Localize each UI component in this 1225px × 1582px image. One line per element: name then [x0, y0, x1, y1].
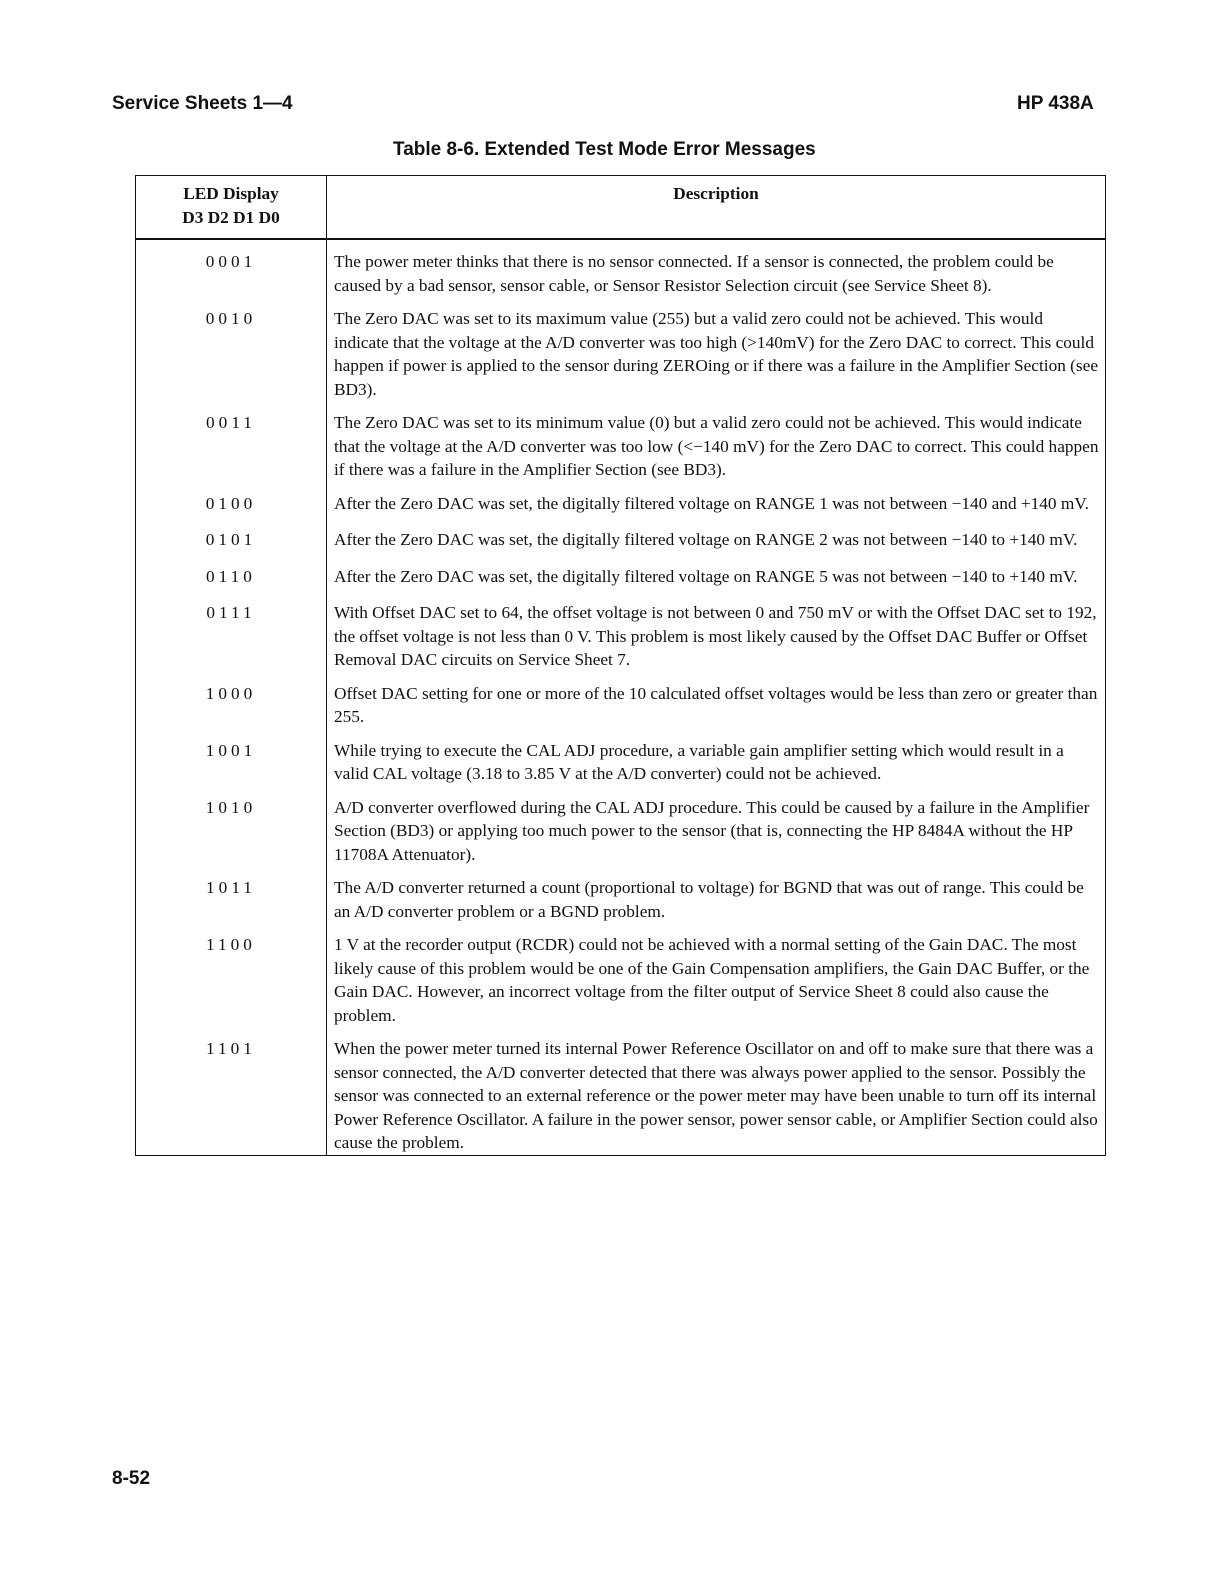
error-description: With Offset DAC set to 64, the offset voltage is not between 0 and 750 mV or with the Offset DAC set to 192, the offset voltage is not less than 0 V. This problem is most likely caused by the Offset DAC Buffer or Offset Removal DAC circuits on Service Sheet 7.	[327, 591, 1106, 672]
table-row	[136, 866, 1106, 923]
table-row	[136, 672, 1106, 729]
error-description: Offset DAC setting for one or more of the 10 calculated offset voltages would be less than zero or greater than 255.	[327, 672, 1106, 729]
error-description: The A/D converter returned a count (proportional to voltage) for BGND that was out of range. This could be an A/D converter problem or a BGND problem.	[327, 866, 1106, 923]
table-caption: Table 8-6. Extended Test Mode Error Messages	[393, 139, 816, 160]
error-description: When the power meter turned its internal Power Reference Oscillator on and off to make sure that there was a sensor connected, the A/D converter detected that there was always power applied to the sensor. Possibly the sensor was connected to an external reference or the power meter may have been unable to turn off its internal Power Reference Oscillator. A failure in the power sensor, power sensor cable, or Amplifier Section could also cause the problem.	[327, 1027, 1106, 1155]
table-row	[136, 482, 1106, 519]
led-code: 1101	[136, 1027, 327, 1155]
error-description: The Zero DAC was set to its minimum value (0) but a valid zero could not be achieved. This would indicate that the voltage at the A/D converter was too low (<−140 mV) for the Zero DAC to correct. This could happen if there was a failure in the Amplifier Section (see BD3).	[327, 401, 1106, 482]
led-code: 0010	[136, 297, 327, 401]
column-header-led-display-line1: LED Display	[183, 184, 279, 203]
column-header-led-display-line2: D3 D2 D1 D0	[182, 207, 280, 227]
led-code: 0101	[136, 518, 327, 555]
table-row	[136, 923, 1106, 1027]
led-code: 1010	[136, 786, 327, 867]
led-code: 0110	[136, 555, 327, 592]
table-row	[136, 591, 1106, 672]
table-row	[136, 239, 1106, 297]
error-messages-table	[135, 175, 1106, 1156]
led-code: 0100	[136, 482, 327, 519]
error-description: After the Zero DAC was set, the digitally filtered voltage on RANGE 1 was not between −140 and +140 mV.	[327, 482, 1106, 519]
led-code: 1100	[136, 923, 327, 1027]
table-header-row	[136, 176, 1106, 240]
page-number: 8-52	[112, 1468, 151, 1489]
column-header-description: Description	[327, 176, 1106, 240]
error-description: While trying to execute the CAL ADJ procedure, a variable gain amplifier setting which would result in a valid CAL voltage (3.18 to 3.85 V at the A/D converter) could not be achieved.	[327, 729, 1106, 786]
model-header: HP 438A	[1017, 93, 1094, 114]
table-row	[136, 297, 1106, 401]
column-header-led-display	[136, 176, 327, 240]
table-row	[136, 1027, 1106, 1155]
table-row	[136, 786, 1106, 867]
led-code: 0001	[136, 239, 327, 297]
error-description: The power meter thinks that there is no sensor connected. If a sensor is connected, the problem could be caused by a bad sensor, sensor cable, or Sensor Resistor Selection circuit (see Service Sheet 8).	[327, 239, 1106, 297]
led-code: 0011	[136, 401, 327, 482]
error-description: After the Zero DAC was set, the digitally filtered voltage on RANGE 2 was not between −140 to +140 mV.	[327, 518, 1106, 555]
error-description: 1 V at the recorder output (RCDR) could not be achieved with a normal setting of the Gain DAC. The most likely cause of this problem would be one of the Gain Compensation amplifiers, the Gain DAC Buffer, or the Gain DAC. However, an incorrect voltage from the filter output of Service Sheet 8 could also cause the problem.	[327, 923, 1106, 1027]
led-code: 0111	[136, 591, 327, 672]
table-row	[136, 401, 1106, 482]
table-row	[136, 555, 1106, 592]
led-code: 1001	[136, 729, 327, 786]
table-row	[136, 518, 1106, 555]
table-row	[136, 729, 1106, 786]
error-description: After the Zero DAC was set, the digitally filtered voltage on RANGE 5 was not between −140 to +140 mV.	[327, 555, 1106, 592]
error-description: A/D converter overflowed during the CAL ADJ procedure. This could be caused by a failure in the Amplifier Section (BD3) or applying too much power to the sensor (that is, connecting the HP 8484A without the HP 11708A Attenuator).	[327, 786, 1106, 867]
led-code: 1000	[136, 672, 327, 729]
error-description: The Zero DAC was set to its maximum value (255) but a valid zero could not be achieved. This would indicate that the voltage at the A/D converter was too high (>140mV) for the Zero DAC to correct. This could happen if power is applied to the sensor during ZEROing or if there was a failure in the Amplifier Section (see BD3).	[327, 297, 1106, 401]
led-code: 1011	[136, 866, 327, 923]
section-header: Service Sheets 1—4	[112, 93, 293, 114]
